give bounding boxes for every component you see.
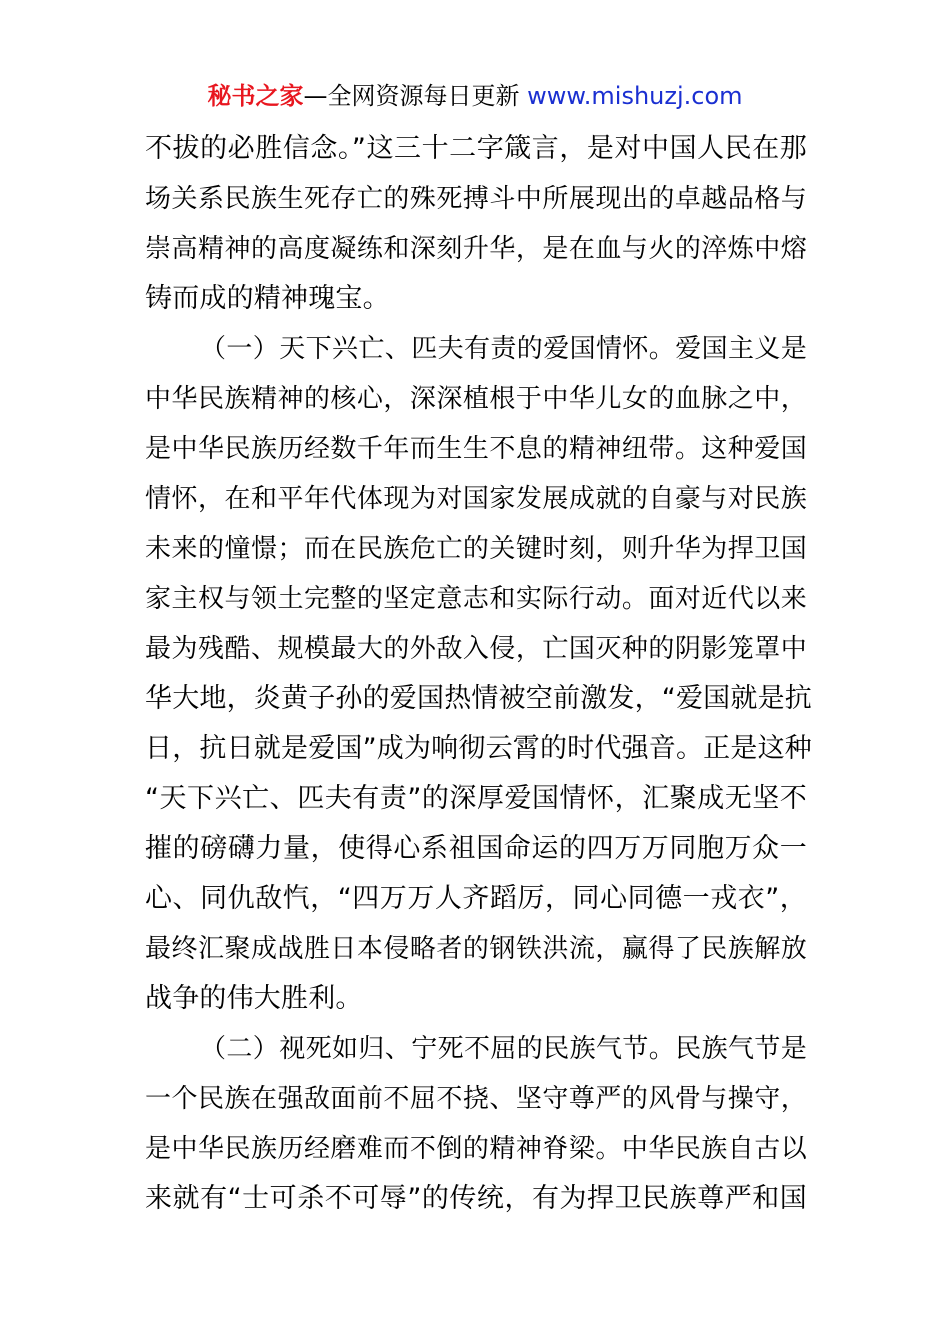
text-line: 心、同仇敌忾，“四万万人齐蹈厉，同心同德一戎衣”，: [145, 883, 807, 914]
text-line: 最终汇聚成战胜日本侵略者的钢铁洪流，赢得了民族解放: [145, 934, 807, 964]
text-line: 家主权与领土完整的坚定意志和实际行动。面对近代以来: [145, 584, 807, 614]
text-line: 战争的伟大胜利。: [145, 983, 363, 1014]
text-line: 场关系民族生死存亡的殊死搏斗中所展现出的卓越品格与: [145, 184, 807, 214]
text-line: 中华民族精神的核心，深深植根于中华儿女的血脉之中，: [145, 384, 807, 414]
text-line: 一个民族在强敌面前不屈不挠、坚守尊严的风骨与操守，: [145, 1084, 807, 1114]
section-heading-line: （一）天下兴亡、匹夫有责的爱国情怀。爱国主义是: [200, 334, 807, 364]
text-line: 崇高精神的高度凝练和深刻升华，是在血与火的淬炼中熔: [145, 234, 807, 264]
text-line: “天下兴亡、匹夫有责”的深厚爱国情怀，汇聚成无坚不: [145, 783, 807, 814]
text-line: 情怀，在和平年代体现为对国家发展成就的自豪与对民族: [145, 484, 807, 514]
brand-name: 秘书之家: [207, 82, 304, 110]
text-line: 来就有“士可杀不可辱”的传统，有为捍卫民族尊严和国: [145, 1183, 807, 1214]
text-line: 华大地，炎黄子孙的爱国热情被空前激发，“爱国就是抗: [145, 683, 812, 714]
site-url-link[interactable]: www.mishuzj.com: [527, 82, 743, 110]
document-body: [145, 124, 812, 1224]
text-line: 最为残酷、规模最大的外敌入侵，亡国灭种的阴影笼罩中: [145, 634, 807, 664]
header-tagline: —全网资源每日更新: [303, 82, 520, 110]
text-line: 未来的憧憬；而在民族危亡的关键时刻，则升华为捍卫国: [145, 534, 807, 564]
text-line: 铸而成的精神瑰宝。: [145, 283, 390, 314]
text-line: 不拔的必胜信念。”这三十二字箴言，是对中国人民在那: [145, 133, 807, 164]
text-line: 摧的磅礴力量，使得心系祖国命运的四万万同胞万众一: [145, 833, 807, 864]
text-line: 是中华民族历经数千年而生生不息的精神纽带。这种爱国: [145, 434, 807, 464]
section-heading-line: （二）视死如归、宁死不屈的民族气节。民族气节是: [200, 1034, 807, 1064]
text-line: 是中华民族历经磨难而不倒的精神脊梁。中华民族自古以: [145, 1134, 807, 1164]
page-header: [0, 80, 950, 112]
text-line: 日，抗日就是爱国”成为响彻云霄的时代强音。正是这种: [145, 733, 812, 764]
